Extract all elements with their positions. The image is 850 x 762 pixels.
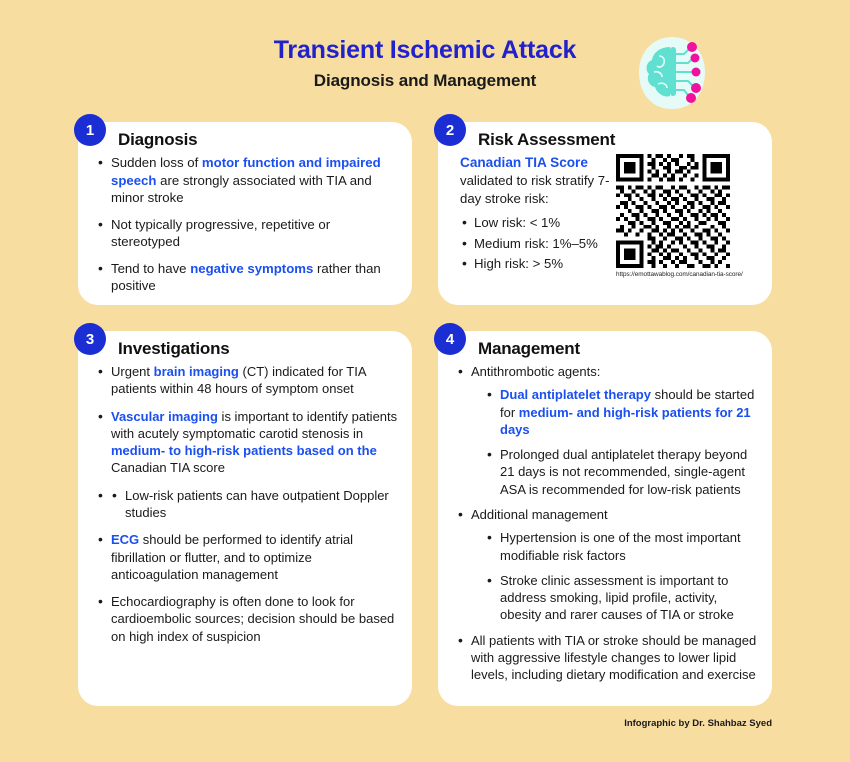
card-body xyxy=(78,152,412,295)
brain-circuit-icon xyxy=(636,34,708,112)
highlight-text: brain imaging xyxy=(153,364,239,379)
highlight-text: motor function and impaired speech xyxy=(111,155,381,188)
qr-block[interactable] xyxy=(616,154,743,278)
bullet-list xyxy=(96,154,398,295)
risk-score-text xyxy=(460,154,610,278)
body-text: should be performed to identify atrial fibrillation or flutter, and to optimize anticoagulation management xyxy=(111,532,354,582)
list-item xyxy=(485,529,758,564)
card-number-badge: 4 xyxy=(434,323,466,355)
list-item xyxy=(96,260,398,295)
footer-attribution: Infographic by Dr. Shahbaz Syed xyxy=(624,718,772,729)
risk-level-item: • Low risk: < 1% xyxy=(460,214,610,232)
list-item xyxy=(456,363,758,498)
page-subtitle: Diagnosis and Management xyxy=(313,70,537,90)
bullet-list xyxy=(96,363,398,645)
infographic-header xyxy=(0,0,850,91)
list-item xyxy=(485,572,758,624)
body-text: rather than positive xyxy=(111,260,381,294)
card-body xyxy=(78,361,412,645)
body-text: Canadian TIA score xyxy=(111,460,225,476)
nested-list-wrapper xyxy=(96,487,398,522)
body-text: Echocardiography is often done to look for cardioembolic sources; decision should be based on high index of suspicion xyxy=(111,594,395,644)
highlight-text: Dual antiplatelet therapy xyxy=(500,387,651,403)
body-text: should be started for xyxy=(500,387,755,420)
body-text: Hypertension is one of the most important modifiable risk factors xyxy=(500,530,741,563)
card-diagnosis[interactable] xyxy=(78,122,412,305)
qr-url-label: https://emottawablog.com/canadian-tia-score/ xyxy=(616,271,743,278)
list-item xyxy=(456,506,758,624)
nested-bullet-list xyxy=(485,386,758,498)
body-text: Sudden loss of xyxy=(111,155,202,170)
list-item xyxy=(96,408,398,477)
list-item xyxy=(485,446,758,498)
list-item xyxy=(485,386,758,438)
highlight-text: medium- and high-risk patients for 21 days xyxy=(500,404,751,437)
bullet-list xyxy=(456,363,758,684)
qr-code-icon[interactable] xyxy=(616,154,730,268)
card-title: Investigations xyxy=(118,339,230,358)
body-text: Additional management xyxy=(471,506,608,522)
list-item xyxy=(96,216,398,251)
body-text: Urgent xyxy=(111,364,154,379)
body-text: Tend to have xyxy=(111,260,191,276)
score-description: validated to risk stratify 7-day stroke risk: xyxy=(460,173,610,206)
card-number-badge: 3 xyxy=(74,323,106,355)
risk-level-item: • Medium risk: 1%–5% xyxy=(460,235,610,253)
card-body xyxy=(438,361,772,684)
body-text: All patients with TIA or stroke should be managed with aggressive lifestyle changes to lower lipid levels, including dietary modification and exercise xyxy=(471,632,757,683)
list-item xyxy=(456,632,758,684)
body-text: is important to identify patients with acutely symptomatic carotid stenosis in xyxy=(111,408,398,441)
card-body xyxy=(438,152,772,278)
list-item xyxy=(96,531,398,583)
body-text: are strongly associated with TIA and minor stroke xyxy=(111,172,372,206)
body-text: Not typically progressive, repetitive or stereotyped xyxy=(111,216,331,250)
score-name: Canadian TIA Score xyxy=(460,155,588,170)
card-number-badge: 2 xyxy=(434,114,466,146)
list-item xyxy=(96,154,398,207)
body-text: Stroke clinic assessment is important to address smoking, lipid profile, activity, obesity and rarer causes of TIA or stroke xyxy=(500,572,734,623)
card-risk-assessment[interactable] xyxy=(438,122,772,305)
list-item xyxy=(96,363,398,398)
highlight-text: Vascular imaging xyxy=(111,408,218,424)
card-investigations[interactable] xyxy=(78,331,412,706)
card-title: Risk Assessment xyxy=(478,130,616,149)
body-text: Prolonged dual antiplatelet therapy beyond 21 days is not recommended, single-agent ASA is recommended for low-risk patients xyxy=(500,447,748,497)
highlight-text: medium- to high-risk patients based on the xyxy=(111,443,377,459)
list-item xyxy=(110,487,398,522)
risk-level-item: • High risk: > 5% xyxy=(460,255,610,273)
body-text: Low-risk patients can have outpatient Doppler studies xyxy=(125,487,389,520)
nested-bullet-list xyxy=(110,487,398,522)
highlight-text: ECG xyxy=(111,532,140,548)
nested-bullet-list xyxy=(485,529,758,623)
page-title: Transient Ischemic Attack xyxy=(273,36,577,64)
card-number-badge: 1 xyxy=(74,114,106,146)
body-text: (CT) indicated for TIA patients within 48 hours of symptom onset xyxy=(111,364,366,397)
risk-level-list xyxy=(460,214,610,273)
card-title: Management xyxy=(478,339,580,358)
highlight-text: negative symptoms xyxy=(190,260,314,276)
body-text: Antithrombotic agents: xyxy=(471,364,601,379)
list-item xyxy=(96,593,398,645)
card-management[interactable] xyxy=(438,331,772,706)
card-title: Diagnosis xyxy=(118,130,198,149)
